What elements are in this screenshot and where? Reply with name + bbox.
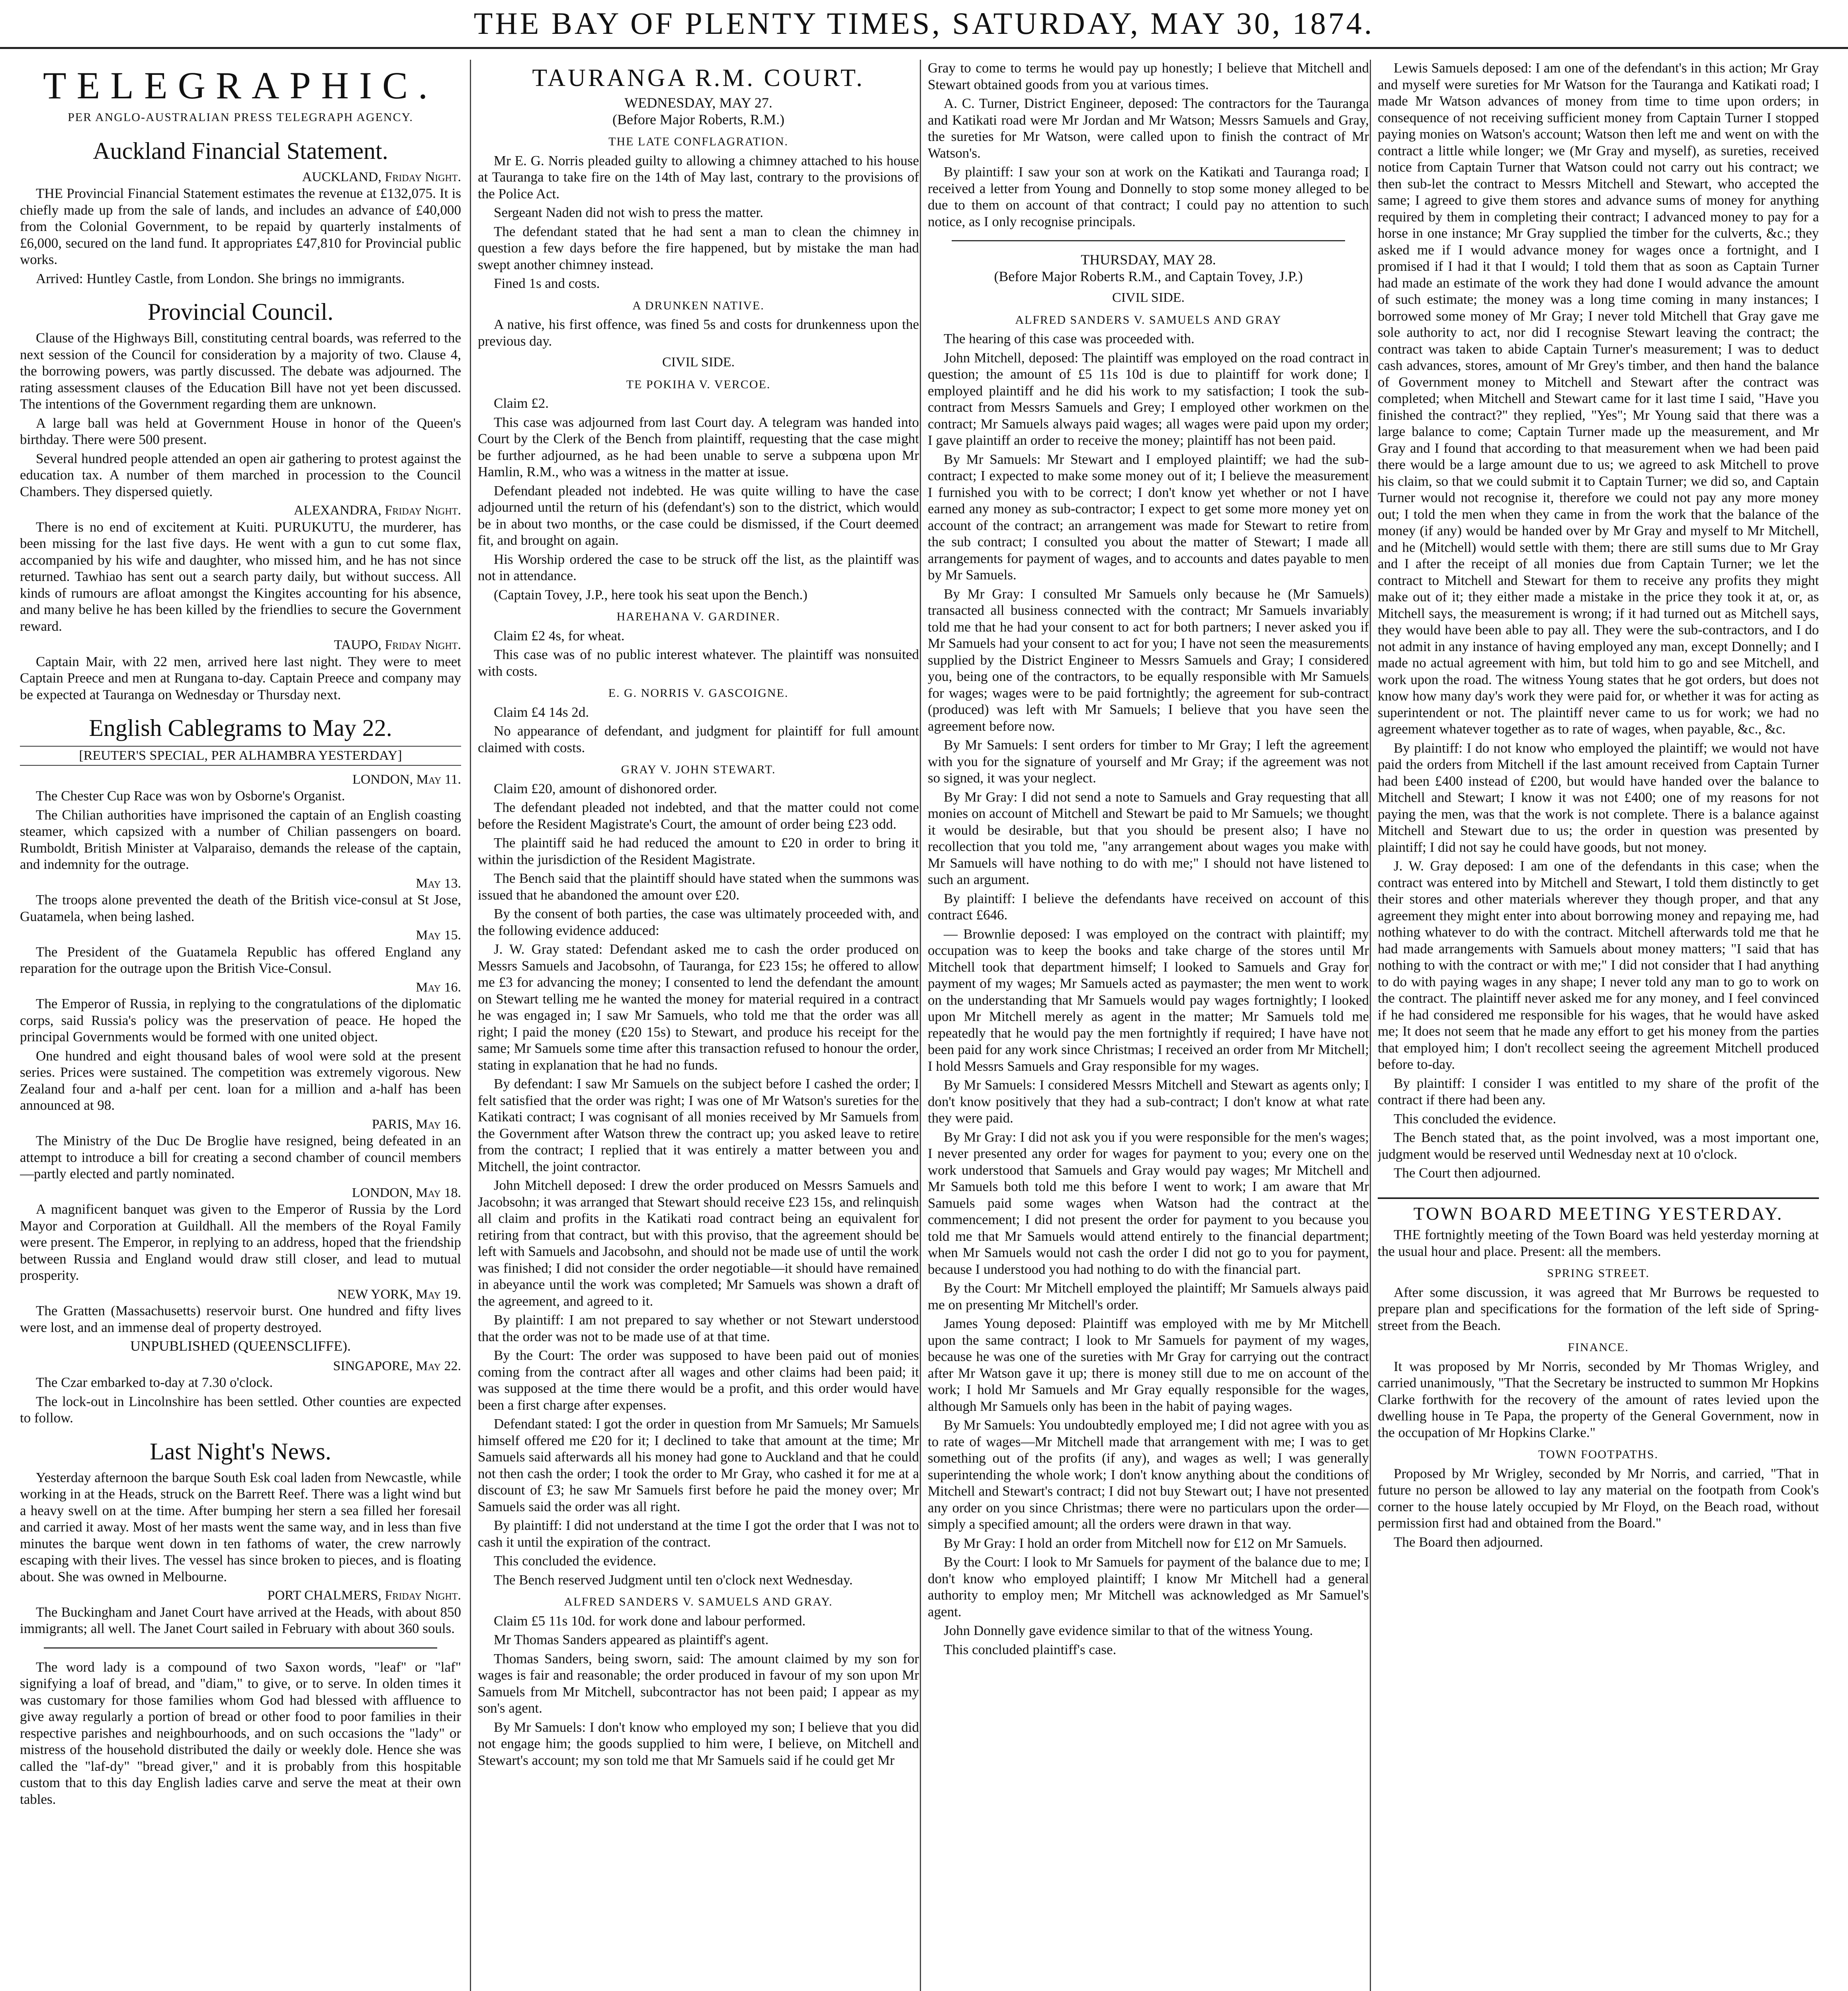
paragraph: This case was of no public interest whatever. The plaintiff was nonsuited with costs. xyxy=(478,647,919,679)
dateline: AUCKLAND, Friday Night. xyxy=(302,169,461,184)
dateline: NEW YORK, May 19. xyxy=(337,1287,461,1302)
bench-note: (Before Major Roberts R.M., and Captain Tovey, J.P.) xyxy=(994,268,1303,284)
paragraph: The lock-out in Lincolnshire has been settled. Other counties are expected to follow. xyxy=(20,1393,461,1426)
dateline: May 15. xyxy=(416,928,461,943)
dateline: WEDNESDAY, MAY 27. xyxy=(624,95,772,111)
paragraph: By plaintiff: I do not know who employed the plaintiff; we would not have paid the orders from Mitchell if the last amount received from Captain Turner had been £400 instead of £200, but would have handed over the balance to Mitchell and Stewart; I know it was not £400; one of my reasons for not paying the men, was that the work is not complete. There is a balance against Mitchell and Stewart due to us; the order in question was presented by plaintiff; I did not say he could have goods, but not money. xyxy=(1378,740,1819,855)
dateline: LONDON, May 11. xyxy=(352,772,461,787)
article-heading: TOWN BOARD MEETING YESTERDAY. xyxy=(1378,1197,1819,1222)
paragraph: Claim £20, amount of dishonored order. xyxy=(494,780,717,796)
dateline: PORT CHALMERS, Friday Night. xyxy=(267,1588,461,1603)
paragraph: Lewis Samuels deposed: I am one of the defendant's in this action; Mr Gray and myself were sureties for Mr Watson for the Tauranga and Katikati road; I made Mr Watson advances of money from time to time upon orders; in consequence of not receiving sufficient money from Captain Turner I stopped paying monies on Watson's account; Watson then left me and went on with the contract a little while longer; we (Mr Gray and myself), as sureties, received notice from Captain Turner that Watson could not carry out his contract; we then sub-let the contract to Messrs Mitchell and Stewart, who accepted the same; I agreed to give them stores and advance sums of money for anything required by them in completing their contract; I advanced money to pay for a horse in one instance; Mr Gray supplied the timber for the culverts, &c.; they asked me if I would advance money for wages once a fortnight, and I promised if I had it that I would; I told them that as soon as Captain Turner had made an estimate of the work they had done I would advance the amount of such estimate; the money was a long time coming in many instances; I borrowed some money of Mr Gray; I never told Mitchell that Gray gave me sole authority to act, nor did I recognise Stewart leaving the contract; the contract was taken to abide Captain Turner's measurement; I was to deduct cash advances, stores, amount of Mr Grey's timber, and then hand the balance of Government money to Mitchell and Stewart after the contract was completed; when Mitchell and Stewart came for it last time I said, "Have you finished the contract?" they replied, "Yes"; Mr Young said that there was a large balance to come; Captain Turner made up the measurement, and Mr Gray and I found that according to that measurement when we had been paid there would be a large amount due to us; we agreed to ask Mitchell to prove his claim, so that we could submit it to Captain Turner; we did so, and Captain Turner would not recognise it, therefore we could not pay any more money out; I told the men when they came in from the work that the balance of the money (if any) would be handed over by Mr Gray and myself to Mr Mitchell, and he (Mitchell) would settle with them; there are still sums due to Mr Gray and I after the receipt of all monies due from Captain Turner; we let the contract to Mitchell and Stewart for them to receive any profits they might make out of it; they either made a mistake in the price they took it at, or, as Mitchell says, the measurement is wrong; if it had turned out as Mitchell says, they would have been able to pay all. They were the sub-contractors, and I do not admit in any instance of having employed any man, except Donnelly; and I made no actual agreement with him, but told him to go and see Mitchell, and work upon the road. The witness Young states that he got orders, but does not know how many day's work they were paid for, or whether it was for acting as superintendent or not. The plaintiff never came to us for work; we had no agreement whatever together as to rate of wages, when payable, &c., &c. xyxy=(1378,60,1819,737)
case-title: HAREHANA V. GARDINER. xyxy=(616,610,780,623)
paragraph: By Mr Samuels: I don't know who employed my son; I believe that you did not engage him; the goods supplied to him were, I believe, on Mitchell and Stewart's account; my son told me that Mr Samuels said if he could get Mr xyxy=(478,1719,919,1768)
column-court xyxy=(478,60,919,1991)
paragraph: The Emperor of Russia, in replying to the congratulations of the diplomatic corps, said Russia's policy was the preservation of peace. He hoped the principal Governments would be formed with one united object. xyxy=(20,996,461,1044)
paragraph: By the consent of both parties, the case was ultimately proceeded with, and the following evidence adduced: xyxy=(478,906,919,938)
divider xyxy=(952,240,1345,241)
section-title: TELEGRAPHIC. xyxy=(43,64,438,107)
paragraph: THE fortnightly meeting of the Town Board was held yesterday morning at the usual hour and place. Present: all the members. xyxy=(1378,1227,1819,1259)
paragraph: Claim £2 4s, for wheat. xyxy=(494,628,625,643)
paragraph: By Mr Gray: I hold an order from Mitchell now for £12 on Mr Samuels. xyxy=(944,1535,1347,1551)
article-heading: TAURANGA R.M. COURT. xyxy=(532,65,865,92)
paragraph: The Bench stated that, as the point involved, was a most important one, judgment would be reserved until Wednesday next at 10 o'clock. xyxy=(1378,1130,1819,1162)
column-telegraphic xyxy=(20,60,461,1991)
paragraph: The President of the Guatamela Republic has offered England any reparation for the outrage upon the British Vice-Consul. xyxy=(20,944,461,976)
paragraph: By Mr Gray: I did not ask you if you were responsible for the men's wages; I never presented any order for wages for payment to you; every one on the work understood that Samuels and Gray would pay wages; Mr Mitchell and Mr Samuels both told me this before I went to work; I am aware that Mr Samuels paid some wages when Watson had the contract at the commencement; I did not present the order for payment to you because you told me that Mr Samuels would attend entirely to the financial department; when Mr Samuels would not cash the order I did not go to you for payment, because I understood you had nothing to do with the financial part. xyxy=(928,1129,1369,1277)
paragraph: His Worship ordered the case to be struck off the list, as the plaintiff was not in attendance. xyxy=(478,551,919,583)
paragraph: J. W. Gray stated: Defendant asked me to cash the order produced on Messrs Samuels and Jacobsohn, of Tauranga, for £23 15s; he offered to allow me £3 for advancing the money; I consented to lend the defendant the amount on Stewart telling me he wanted the money for material required in a contract he was engaged in; I saw Mr Samuels, who told me that the order was all right; I paid the money (£20 15s) to Stewart, and produce his receipt for the same; Mr Samuels some time after this transaction refused to honour the order, stating in explanation that he had no funds. xyxy=(478,941,919,1073)
case-title: ALFRED SANDERS V. SAMUELS AND GRAY. xyxy=(564,1595,833,1608)
paragraph: The plaintiff said he had reduced the amount to £20 in order to bring it within the jurisdiction of the Resident Magistrate. xyxy=(478,835,919,867)
dateline: THURSDAY, MAY 28. xyxy=(1081,252,1216,268)
dateline: ALEXANDRA, Friday Night. xyxy=(293,503,461,518)
paragraph: By the Court: The order was supposed to have been paid out of monies coming from the contract after all wages and other claims had been paid; it was supposed at the time there would be a profit, and this order would have been a first charge after expenses. xyxy=(478,1348,919,1413)
column-rule xyxy=(470,60,471,1991)
paragraph: This concluded the evidence. xyxy=(1394,1111,1557,1127)
paragraph: By Mr Samuels: Mr Stewart and I employed plaintiff; we had the sub-contract; I expected to make some money out of it; I believe the measurement I furnished you with to be correct; I don't know yet whether or not I have earned any money as sub-contractor; I expect to get some more money yet on account of the contract; an arrangement was made for Stewart to retire from the sub contract; I consulted you about the matter of Stewart; I made all arrangements for payment of wages, and to accounts and dates payable to men by Mr Samuels. xyxy=(928,451,1369,583)
paragraph: Claim £2. xyxy=(494,395,549,411)
paragraph: By Mr Samuels: I considered Messrs Mitchell and Stewart as agents only; I don't know positively that they had a sub-contract; I don't know at what rate they were paid. xyxy=(928,1077,1369,1126)
paragraph: There is no end of excitement at Kuiti. PURUKUTU, the murderer, has been missing for the last five days. He went with a gun to cut some flax, accompanied by his wife and daughter, who missed him, and he has not since returned. Tawhiao has sent out a search party daily, but without success. All kinds of rumours are afloat amongst the Kingites accounting for his absence, and many belive he has been killed by the friendlies to secure the Government reward. xyxy=(20,519,461,634)
paragraph: By defendant: I saw Mr Samuels on the subject before I cashed the order; I felt satisfied that the order was right; I was one of Mr Watson's sureties for the Katikati contract; I was cognisant of all monies received by Mr Samuels from the Government after Watson threw the contract up; you asked leave to retire from the contract; I replied that it was entirely a matter between you and Mitchell, the joint contractor. xyxy=(478,1076,919,1174)
case-title: A DRUNKEN NATIVE. xyxy=(632,299,765,312)
paragraph: Mr E. G. Norris pleaded guilty to allowing a chimney attached to his house at Tauranga to take fire on the 14th of May last, contrary to the provisions of the Police Act. xyxy=(478,153,919,201)
case-title: E. G. NORRIS V. GASCOIGNE. xyxy=(608,686,789,700)
paragraph: The Board then adjourned. xyxy=(1394,1534,1543,1550)
paragraph: A native, his first offence, was fined 5s and costs for drunkenness upon the previous day. xyxy=(478,317,919,349)
case-title: THE LATE CONFLAGRATION. xyxy=(608,135,788,148)
paragraph: Captain Mair, with 22 men, arrived here last night. They were to meet Captain Preece and men at Rungana to-day. Captain Preece and company may be expected at Tauranga on Wednesday or Thursday next. xyxy=(20,653,461,702)
paragraph: By plaintiff: I believe the defendants have received on account of this contract £646. xyxy=(928,890,1369,923)
divider xyxy=(44,1647,437,1649)
dateline: May 16. xyxy=(416,980,461,995)
paragraph: James Young deposed: Plaintiff was employed with me by Mr Mitchell upon the same contract; I look to Mr Samuels for payment of my wages, because he was one of the sureties with Mr Gray for carrying out the contract after Mr Watson gave it up; there is money still due to me on account of the work; I hold Mr Samuels and Mr Gray equally responsible for the wages, although Mr Samuels only has been in the habit of paying wages. xyxy=(928,1316,1369,1414)
subheading: FINANCE. xyxy=(1568,1341,1629,1354)
paragraph: Several hundred people attended an open air gathering to protest against the education tax. A number of them marched in procession to the Council Chambers. They dispersed quietly. xyxy=(20,450,461,499)
paragraph: J. W. Gray deposed: I am one of the defendants in this case; when the contract was entered into by Mitchell and Stewart, I told them distinctly to get their stores and other materials wherever they though proper, and that any agreement they might enter into about borrowing money and repaying me, had nothing whatever to do with the contract. Mitchell afterwards told me that he had made arrangements with Samuels about money matters; "I said that has nothing to with the contract or with me;" I did not consider that I had anything to do with paying wages in any shape; I never told any man to go to work on the contract. The plaintiff never asked me for any money, and I feel convinced if he had considered me responsible for his wages, that he would have asked me; It does not seem that he made any effort to get his money from the parties that employed him; I don't recollect seeing the agreement Mitchell produced before to-day. xyxy=(1378,858,1819,1072)
paragraph: The Ministry of the Duc De Broglie have resigned, being defeated in an attempt to introduce a bill for creating a second chamber of council members—partly elected and partly nominated. xyxy=(20,1133,461,1181)
dateline: LONDON, May 18. xyxy=(352,1185,461,1200)
paragraph: John Mitchell deposed: I drew the order produced on Messrs Samuels and Jacobsohn; it was arranged that Stewart should receive £23 15s, and relinquish all claim and profits in the Katikati road contract being an equivalent for retiring from that contract, but with this proviso, that the agreement should be left with Samuels and Jacobsohn, and should not be made use of until the work was finished; I did not consider the order negotiable—it should have remained in abeyance until the work was completed; Mr Samuels was shown a draft of the agreement, and agreed to it. xyxy=(478,1177,919,1309)
paragraph: Defendant stated: I got the order in question from Mr Samuels; Mr Samuels himself offered me £20 for it; I declined to take that amount at the time; Mr Samuels said afterwards all his money had gone to Auckland and that he could not then cash the order; I took the order to Mr Gray, who cashed it for me at a discount of £3; he saw Mr Samuels first before he paid the money over; Mr Samuels said the order was all right. xyxy=(478,1416,919,1514)
paragraph: Claim £5 11s 10d. for work done and labour performed. xyxy=(494,1613,806,1629)
paragraph: — Brownlie deposed: I was employed on the contract with plaintiff; my occupation was to keep the books and take charge of the stores until Mr Mitchell took that department himself; I looked to Samuels and Gray for payment of my wages; Mr Samuels acted as paymaster; the men went to work on the understanding that Mr Samuels would pay wages fortnightly; I looked upon Mr Mitchell merely as agent in the matter; Mr Samuels told me repeatedly that he would pay the men fortnightly if required; I have have not been paid for any work since Christmas; I received an order from Mr Mitchell; I hold Messrs Samuels and Gray responsible for my wages. xyxy=(928,926,1369,1074)
paragraph: The Gratten (Massachusetts) reservoir burst. One hundred and fifty lives were lost, and an immense deal of property destroyed. xyxy=(20,1303,461,1335)
dateline: TAUPO, Friday Night. xyxy=(334,638,461,652)
paragraph: The Chilian authorities have imprisoned the captain of an English coasting steamer, which capsized with a number of Chilian passengers on board. Rumboldt, British Minister at Valparaiso, demands the release of the captain, and indemnity for the outrage. xyxy=(20,807,461,872)
paragraph: A magnificent banquet was given to the Emperor of Russia by the Lord Mayor and Corporation at Guildhall. All the members of the Royal Family were present. The Emperor, in replying to an address, hoped that the friendship between Russia and England would draw still closer, and lead to mutual prosperity. xyxy=(20,1201,461,1283)
article-heading: English Cablegrams to May 22. xyxy=(89,715,392,741)
paragraph: This concluded plaintiff's case. xyxy=(944,1641,1117,1657)
paragraph: The word lady is a compound of two Saxon words, "leaf" or "laf" signifying a loaf of bread, and "diam," to give, or to serve. In olden times it was customary for those families whom God had blessed with affluence to give away regularly a portion of bread or other food to poor families in their respective parishes and neighbourhoods, and on such occasions the "lady" or mistress of the household distributed the daily or weekly dole. Hence she was called the "laf-dy" "bread giver," and it is probably from this hospitable custom that to this day English ladies carve and serve the meat at their own tables. xyxy=(20,1659,461,1807)
paragraph: The Court then adjourned. xyxy=(1394,1165,1541,1181)
section-subtitle: PER ANGLO-AUSTRALIAN PRESS TELEGRAPH AGENCY. xyxy=(68,111,413,124)
paragraph: (Captain Tovey, J.P., here took his seat upon the Bench.) xyxy=(494,587,808,602)
article-heading: Auckland Financial Statement. xyxy=(93,137,388,164)
article-heading: Last Night's News. xyxy=(150,1438,331,1465)
paragraph: The defendant stated that he had sent a man to clean the chimney in question a few days before the fire happened, but by mistake the man had swept another chimney instead. xyxy=(478,223,919,272)
case-title: TE POKIHA V. VERCOE. xyxy=(626,377,771,391)
paragraph: This case was adjourned from last Court day. A telegram was handed into Court by the Clerk of the Bench from plaintiff, requesting that the case might be further adjourned, as he had been unable to serve a subpœna upon Mr Hamlin, R.M., who was a witness in the matter at issue. xyxy=(478,414,919,479)
paragraph: By the Court: I look to Mr Samuels for payment of the balance due to me; I don't know who employed plaintiff; I know Mr Mitchell had a general authority to employ men; Mr Mitchell was acknowledged as Mr Samuel's agent. xyxy=(928,1554,1369,1619)
column-court-and-town-board xyxy=(1378,60,1819,1991)
paragraph: Mr Thomas Sanders appeared as plaintiff's agent. xyxy=(494,1632,769,1647)
subheading: SPRING STREET. xyxy=(1547,1267,1650,1280)
paragraph: The Czar embarked to-day at 7.30 o'clock. xyxy=(36,1375,273,1390)
paragraph: Fined 1s and costs. xyxy=(494,276,600,291)
case-title: GRAY V. JOHN STEWART. xyxy=(621,763,776,776)
paragraph: Thomas Sanders, being sworn, said: The amount claimed by my son for wages is fair and reasonable; the order produced in favour of my son upon Mr Samuels from Mr Mitchell, subcontractor has not been paid; I appear as my son's agent. xyxy=(478,1651,919,1716)
paragraph: By plaintiff: I saw your son at work on the Katikati and Tauranga road; I received a letter from Young and Donnelly to stop some money alleged to be due to them on account of that contract; I could pay no attention to such notice, as I only recognise principals. xyxy=(928,164,1369,229)
paragraph: No appearance of defendant, and judgment for plaintiff for full amount claimed with costs. xyxy=(478,723,919,755)
paragraph: Sergeant Naden did not wish to press the matter. xyxy=(494,205,763,220)
paragraph: John Donnelly gave evidence similar to that of the witness Young. xyxy=(944,1623,1313,1638)
subheading: CIVIL SIDE. xyxy=(1112,290,1185,305)
paragraph: By plaintiff: I consider I was entitled to my share of the profit of the contract if there had been any. xyxy=(1378,1075,1819,1107)
column-court-continued xyxy=(928,60,1369,1991)
dateline: May 13. xyxy=(416,876,461,891)
paragraph: Claim £4 14s 2d. xyxy=(494,704,589,720)
paragraph: The Bench said that the plaintiff should have stated when the summons was issued that he abandoned the amount over £20. xyxy=(478,870,919,903)
paragraph: By Mr Samuels: You undoubtedly employed me; I did not agree with you as to rate of wages—Mr Mitchell made that arrangement with me; I was to get something out of the profits (if any), and wages as well; I was generally superintending the whole work; I don't know anything about the conditions of Mitchell and Stewart's contract; I did not buy Stewart out; I have not presented any order on you since Christmas; there were no particulars upon the order—simply a specified amount; all the orders were drawn in that way. xyxy=(928,1417,1369,1532)
paragraph: By plaintiff: I did not understand at the time I got the order that I was not to cash it until the expiration of the contract. xyxy=(478,1518,919,1550)
column-rule xyxy=(1370,60,1371,1991)
paragraph: The Buckingham and Janet Court have arrived at the Heads, with about 850 immigrants; all well. The Janet Court sailed in February with about 360 souls. xyxy=(20,1604,461,1636)
paragraph: The Bench reserved Judgment until ten o'clock next Wednesday. xyxy=(494,1572,853,1588)
subheading: TOWN FOOTPATHS. xyxy=(1538,1448,1658,1461)
paragraph: By plaintiff: I am not prepared to say whether or not Stewart understood that the order was not to be made use of at that time. xyxy=(478,1312,919,1344)
dateline: SINGAPORE, May 22. xyxy=(333,1358,461,1373)
paragraph: By Mr Gray: I did not send a note to Samuels and Gray requesting that all monies on account of Mitchell and Stewart be paid to Mr Samuels; we thought it would be desirable, but that you should be present also; I have no recollection that you told me, "any arrangement about wages you make with Mr Samuels will have nothing to do with me;" I should not have listened to such an argument. xyxy=(928,789,1369,887)
paragraph: Clause of the Highways Bill, constituting central boards, was referred to the next session of the Council for consideration by a majority of two. Clause 4, the borrowing powers, was partly discussed. The debate was adjourned. The rating assessment clauses of the Education Bill have not yet been discussed. The intentions of the Government regarding them are unknown. xyxy=(20,330,461,412)
paragraph: This concluded the evidence. xyxy=(494,1553,657,1569)
paragraph: Proposed by Mr Wrigley, seconded by Mr Norris, and carried, "That in future no person be allowed to lay any material on the footpath from Cook's corner to the house lately occupied by Mr Floyd, on the Beach road, without permission first had and obtained from the Board." xyxy=(1378,1465,1819,1531)
dateline: PARIS, May 16. xyxy=(372,1117,461,1132)
column-rule xyxy=(920,60,921,1991)
bench-note: (Before Major Roberts, R.M.) xyxy=(612,111,784,127)
article-heading: Provincial Council. xyxy=(147,299,334,325)
paragraph: A. C. Turner, District Engineer, deposed: The contractors for the Tauranga and Katikati road were Mr Jordan and Mr Watson; Messrs Samuels and Gray, the sureties for Mr Watson, were called upon to finish the contract of Mr Watson's. xyxy=(928,96,1369,161)
paragraph: A large ball was held at Government House in honor of the Queen's birthday. There were 500 present. xyxy=(20,415,461,447)
paragraph: THE Provincial Financial Statement estimates the revenue at £132,075. It is chiefly made up from the sale of lands, and includes an advance of £40,000 from the Colonial Government, to be repaid by quarterly instalments of £6,000, secured on the land fund. It appropriates £47,810 for Provincial public works. xyxy=(20,186,461,267)
source-line: [REUTER'S SPECIAL, PER ALHAMBRA YESTERDAY] xyxy=(20,746,461,766)
paragraph: Gray to come to terms he would pay up honestly; I believe that Mitchell and Stewart obtained goods from you at various times. xyxy=(928,60,1369,92)
paragraph: The troops alone prevented the death of the British vice-consul at St Jose, Guatamela, when being lashed. xyxy=(20,892,461,924)
paragraph: Arrived: Huntley Castle, from London. She brings no immigrants. xyxy=(36,270,405,286)
paragraph: Defendant pleaded not indebted. He was quite willing to have the case adjourned until the return of his (defendant's) son to the district, which would be in about two months, or the case could be dismissed, if the Court deemed fit, and brought on again. xyxy=(478,483,919,548)
paragraph: By Mr Gray: I consulted Mr Samuels only because he (Mr Samuels) transacted all business connected with the contract; Mr Samuels invariably told me that he had your consent to act for both partners; I never asked you if Mr Samuels had your consent to act for you; I have not seen the measurements supplied by the District Engineer to Messrs Samuels and Gray; I considered you, being one of the contractors, to be equally responsible with Mr Samuels for wages; wages were to be paid fortnightly; the agreement for sub-contract (produced) was left with Mr Samuels; I believe that you have seen the agreement before now. xyxy=(928,586,1369,734)
paragraph: Yesterday afternoon the barque South Esk coal laden from Newcastle, while working in at the Heads, struck on the Barrett Reef. There was a light wind but a heavy swell on at the time. After bumping her stern a sea filled her foresail and carried it away. Most of her masts went the same way, and in less than five minutes the barque went down in ten fathoms of water, the crew narrowly escaping with their lives. The vessel has since broken to pieces, and is floating about. She was owned in Melbourne. xyxy=(20,1469,461,1584)
case-title: ALFRED SANDERS V. SAMUELS AND GRAY xyxy=(1015,313,1282,327)
paragraph: One hundred and eight thousand bales of wool were sold at the present series. Prices were sustained. The competition was extremely vigorous. New Zealand four and a-half per cent. loan for a million and a-half has been announced at 98. xyxy=(20,1048,461,1113)
paragraph: The defendant pleaded not indebted, and that the matter could not come before the Resident Magistrate's Court, the amount of order being £23 odd. xyxy=(478,800,919,832)
masthead: THE BAY OF PLENTY TIMES, SATURDAY, MAY 30, 1874. xyxy=(0,0,1848,49)
paragraph: It was proposed by Mr Norris, seconded by Mr Thomas Wrigley, and carried unanimously, "That the Secretary be instructed to summon Mr Hopkins Clarke forthwith for the recovery of the amount of rates levied upon the dwelling house in Te Papa, the property of the General Government, now in the occupation of Mr Hopkins Clarke." xyxy=(1378,1358,1819,1440)
paragraph: The hearing of this case was proceeded with. xyxy=(944,331,1195,346)
paragraph: By Mr Samuels: I sent orders for timber to Mr Gray; I left the agreement with you for the signature of yourself and Mr Gray; if the agreement was not so signed, it was your neglect. xyxy=(928,737,1369,786)
paragraph: John Mitchell, deposed: The plaintiff was employed on the road contract in question; the amount of £5 11s 10d is due to plaintiff for work done; I employed plaintiff and he did his work to my satisfaction; I took the sub-contract from Messrs Samuels and Grey; I employed other workmen on the contract; Mr Samuels always paid wages; all wages were paid upon my order; I gave plaintiff an order to receive the money; plaintiff has not been paid. xyxy=(928,350,1369,448)
subheading: CIVIL SIDE. xyxy=(662,355,735,370)
paragraph: After some discussion, it was agreed that Mr Burrows be requested to prepare plan and specifications for the formation of the left side of Spring-street from the Beach. xyxy=(1378,1284,1819,1333)
paragraph: The Chester Cup Race was won by Osborne's Organist. xyxy=(36,788,345,804)
subheading: UNPUBLISHED (QUEENSCLIFFE). xyxy=(130,1338,351,1354)
paragraph: By the Court: Mr Mitchell employed the plaintiff; Mr Samuels always paid me on presenting Mr Mitchell's order. xyxy=(928,1280,1369,1312)
